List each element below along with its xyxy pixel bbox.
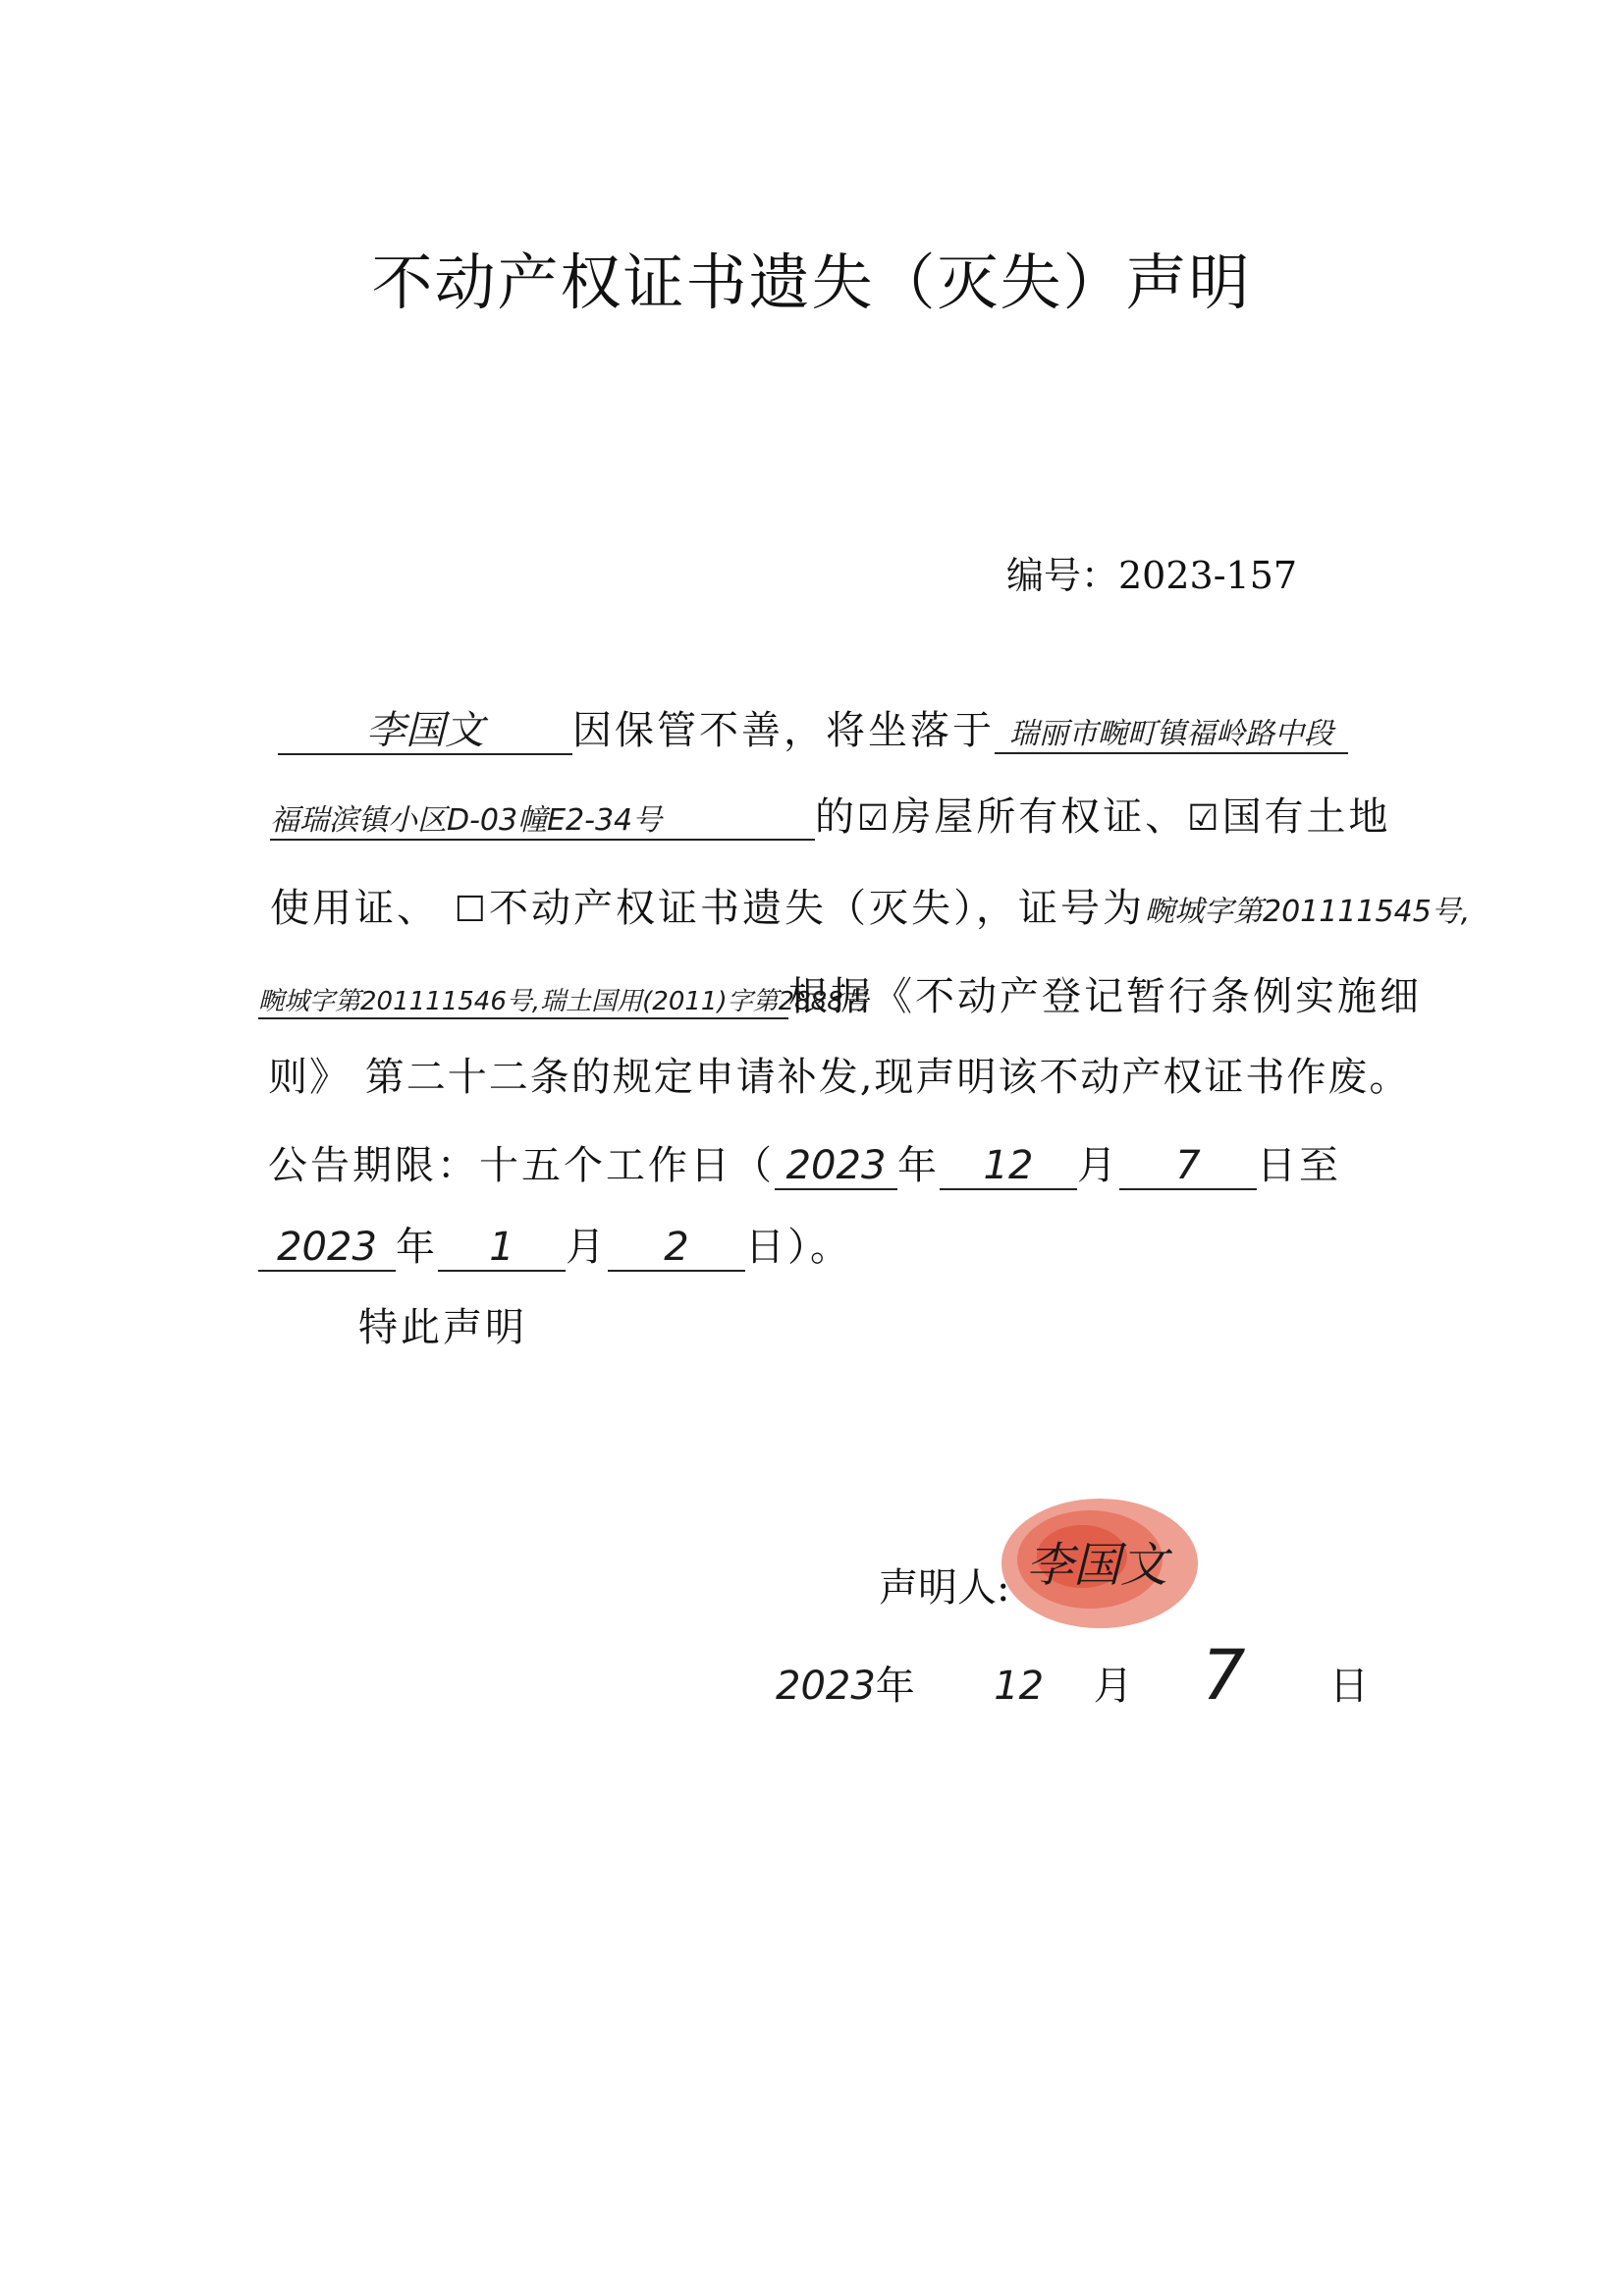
checkbox-label: 不动产权证书遗失（灭失），证号为 (489, 886, 1145, 931)
signature-date (776, 1635, 1369, 1716)
declarant-signature: 李国文 (1026, 1538, 1168, 1593)
sign-month: 12 (994, 1664, 1045, 1709)
declarant-name-field: 李国文 (278, 708, 572, 755)
year-label: 年 (396, 1225, 438, 1270)
start-day-field: 7 (1119, 1143, 1257, 1190)
end-day-field: 2 (608, 1225, 745, 1272)
checkbox-realty-cert: ☐ (454, 890, 489, 930)
closing-text: 特此声明 (358, 1305, 527, 1350)
declarant-label: 声明人: (879, 1565, 1010, 1611)
address-field-1: 瑞丽市畹町镇福岭路中段 (995, 718, 1348, 754)
body-text: 因保管不善，将坐落于 (572, 708, 995, 753)
body-line-7 (258, 1216, 852, 1272)
month-label: 月 (566, 1225, 608, 1270)
body-text: 日）。 (745, 1225, 852, 1270)
year-label: 年 (875, 1664, 915, 1709)
certificate-number-1: 畹城字第201111545号, (1145, 895, 1471, 929)
document-number: 编号：2023-157 (1006, 554, 1298, 597)
body-line-4 (258, 965, 1422, 1021)
document-title: 不动产权证书遗失（灭失）声明 (371, 246, 1252, 318)
body-text: 的 (815, 794, 857, 840)
address-field-2: 福瑞滨镇小区D-03幢E2-34号 (270, 804, 815, 841)
day-label: 日 (1329, 1664, 1369, 1709)
end-month-field: 1 (438, 1225, 566, 1272)
body-text: 根据《不动产登记暂行条例实施细 (788, 974, 1422, 1019)
checkbox-label: 房屋所有权证、 (892, 794, 1188, 840)
certificate-number-2: 畹城字第201111546号,瑞土国用(2011)字第2888号 (258, 988, 788, 1019)
month-label: 月 (1077, 1143, 1119, 1188)
body-line-5: 则》 第二十二条的规定申请补发,现声明该不动产权证书作废。 (268, 1055, 1411, 1100)
body-line-3 (270, 877, 1471, 933)
checkbox-label: 国有土地 (1221, 794, 1391, 840)
year-label: 年 (897, 1143, 940, 1188)
body-line-6 (268, 1134, 1341, 1190)
checkbox-house-ownership: ☑ (857, 798, 893, 839)
end-year-field: 2023 (258, 1225, 396, 1272)
body-text: 公告期限：十五个工作日（ (268, 1143, 775, 1188)
body-line-2 (270, 786, 1391, 842)
body-text: 日至 (1257, 1143, 1341, 1188)
body-text: 使用证、 (270, 886, 439, 931)
body-line-1 (278, 699, 1348, 755)
checkbox-land-use: ☑ (1187, 798, 1222, 839)
month-label: 月 (1093, 1664, 1133, 1709)
start-year-field: 2023 (775, 1143, 897, 1190)
sign-day: 7 (1202, 1635, 1246, 1716)
start-month-field: 12 (940, 1143, 1077, 1190)
sign-year: 2023 (776, 1664, 876, 1709)
